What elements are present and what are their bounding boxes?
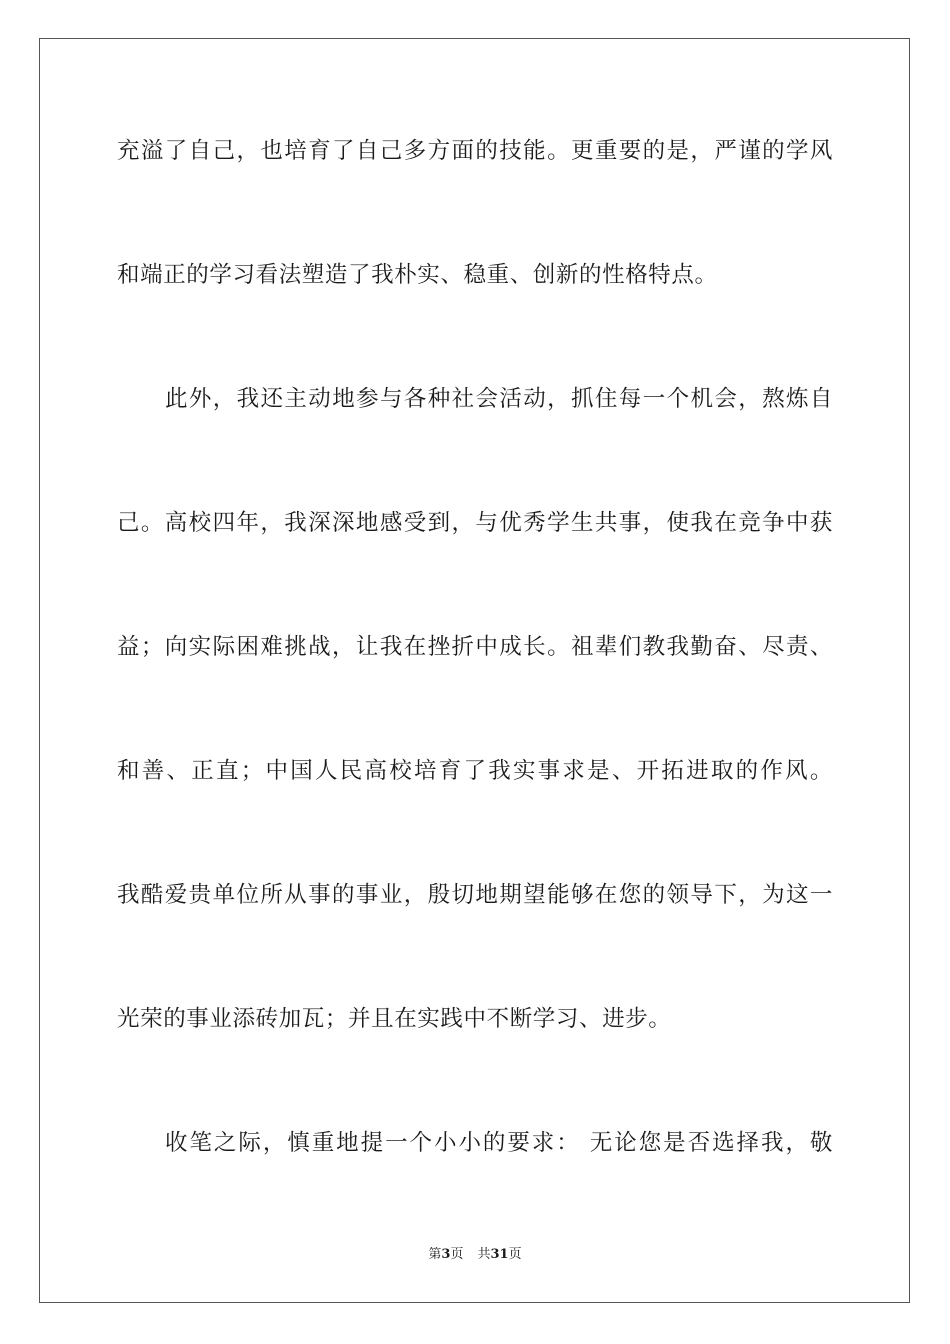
text-line: 和善、正直；中国人民高校培育了我实事求是、开拓进取的作风。: [117, 758, 833, 784]
text-line: 我酷爱贵单位所从事的事业，殷切地期望能够在您的领导下，为这一: [117, 882, 833, 908]
total-pages: 31: [490, 1247, 509, 1262]
text-line: 益；向实际困难挑战，让我在挫折中成长。祖辈们教我勤奋、尽责、: [117, 634, 833, 660]
text-line: 己。高校四年，我深深地感受到，与优秀学生共事，使我在竞争中获: [117, 510, 833, 536]
page-footer: [0, 1246, 950, 1264]
total-suffix: 页: [508, 1247, 522, 1262]
text-line: 光荣的事业添砖加瓦；并且在实践中不断学习、进步。: [117, 1006, 672, 1032]
total-prefix: 共: [477, 1247, 491, 1262]
text-line: 此外，我还主动地参与各种社会活动，抓住每一个机会，熬炼自: [165, 386, 833, 412]
text-line: 收笔之际，慎重地提一个小小的要求： 无论您是否选择我，敬: [165, 1130, 833, 1156]
page-prefix: 第: [428, 1247, 442, 1262]
page-number: 3: [441, 1247, 451, 1262]
page-border: [39, 38, 910, 1303]
page-suffix: 页: [450, 1247, 464, 1262]
text-line: 充溢了自己，也培育了自己多方面的技能。更重要的是，严谨的学风: [117, 138, 833, 164]
text-line: 和端正的学习看法塑造了我朴实、稳重、创新的性格特点。: [117, 262, 718, 288]
